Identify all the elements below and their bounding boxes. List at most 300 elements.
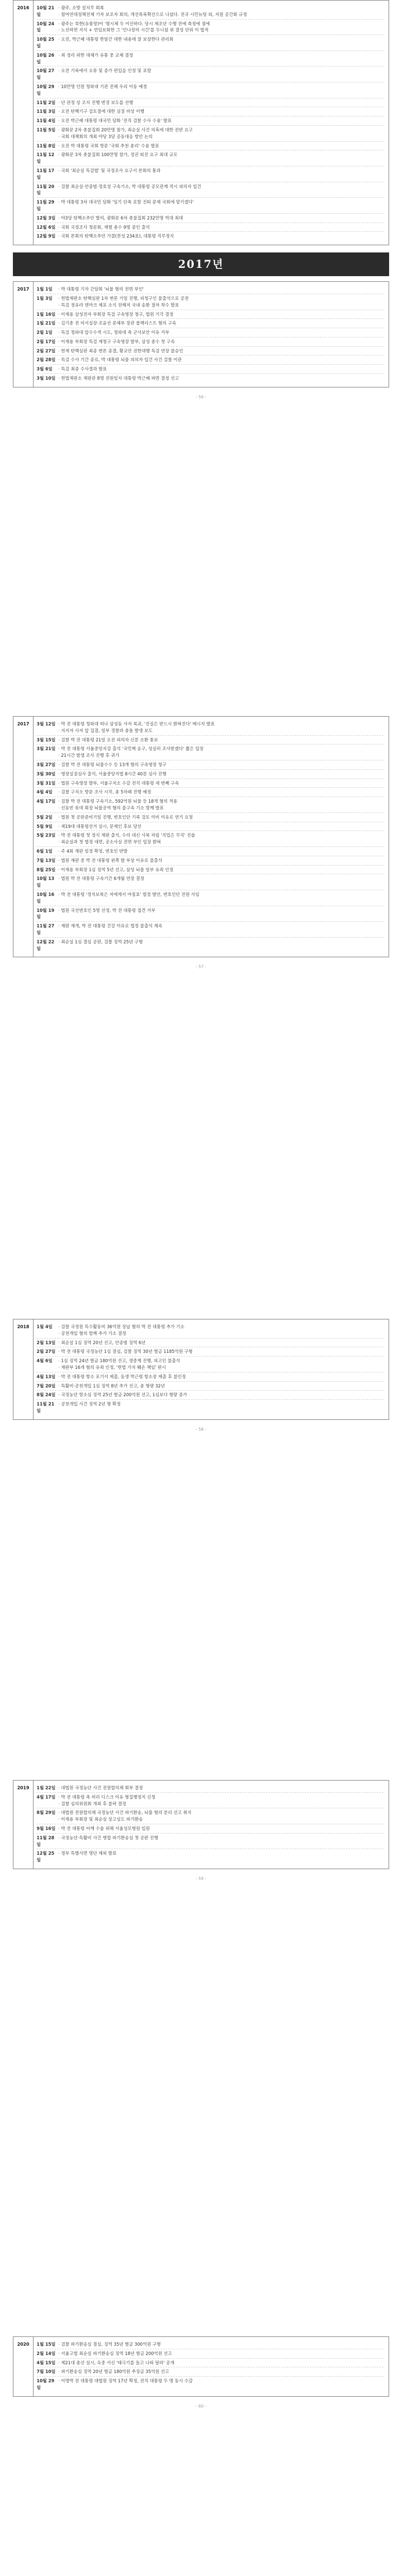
entry-text: · 국회 '최순실 특검법' 및 국정조사 요구서 본회의 통과	[58, 167, 383, 174]
entry-text: · 이명박 전 대통령 대법원 징역 17년 확정, 전직 대통령 두 명 동시 수감	[58, 2378, 383, 2384]
entry-text: · 박 대통령 3차 대국민 담화 '임기 단축 포함 진퇴 문제 국회에 맡기겠다'	[58, 199, 383, 206]
row-entries	[58, 357, 383, 363]
row-entries	[58, 36, 383, 49]
entry-text: · 참여연대정책전체 기자 보조자 회의, 개선목록확산으로 나섰다. 전국 시민뉴팅 외, 지원 공간회 규정	[58, 11, 383, 18]
timeline-row	[37, 906, 383, 922]
timeline-row	[37, 744, 383, 760]
row-entries	[58, 1850, 383, 1863]
row-entries	[58, 1392, 383, 1398]
entry-text: · 단 관정 상 조치 진행 변경 보도를 선행	[58, 99, 383, 106]
row-date: 10월 26일	[37, 52, 55, 64]
entry-text: · 지지자 사저 앞 집결, 일부 경찰과 충돌 발생 보도	[58, 727, 383, 734]
row-entries	[58, 348, 383, 354]
entry-text: · 박 전 대통령 측 허리 디스크 이유 형집행정지 신청	[58, 1794, 383, 1801]
year-body	[34, 717, 389, 957]
entry-text: · 최순실 1심 결심 공판, 검찰 징역 25년 구형	[58, 939, 383, 945]
timeline-row	[37, 1400, 383, 1415]
row-entries	[58, 99, 383, 106]
entry-text: · 특검 청와대 압수수색 시도, 청와대 측 군사보안 이유 거부	[58, 329, 383, 336]
row-entries	[58, 320, 383, 327]
row-entries	[58, 151, 383, 165]
row-date: 11월 21일	[37, 1401, 55, 1413]
page-number: - 56 -	[195, 394, 207, 399]
entry-text: · 법원 국선변호인 5명 선정, 박 전 대통령 접견 거부	[58, 907, 383, 914]
row-entries	[58, 1383, 383, 1389]
row-date: 5월 9일	[37, 823, 53, 829]
entry-text: · 김기춘 전 비서실장·조윤선 문체부 장관 블랙리스트 혐의 구속	[58, 320, 383, 327]
row-entries	[58, 771, 383, 777]
row-date: 12월 6일	[37, 224, 56, 230]
row-entries	[58, 1794, 383, 1807]
row-entries	[58, 143, 383, 149]
entry-text: · 박 대통령 기자 간담회 '뇌물 혐의 전면 부인'	[58, 286, 383, 293]
row-entries	[58, 875, 383, 889]
row-date: 3월 12일	[37, 721, 56, 726]
year-label: 2018	[13, 1319, 34, 1420]
entry-text: · 국정농단 항소심 징역 25년 벌금 200억원 선고, 1심보다 형량 증가	[58, 1392, 383, 1398]
row-entries	[58, 1809, 383, 1823]
row-date: 3월 27일	[37, 761, 56, 767]
row-entries	[58, 108, 383, 115]
row-entries	[58, 21, 383, 34]
timeline-rows	[37, 1323, 383, 1415]
row-entries	[58, 233, 383, 240]
row-date: 11월 5일	[37, 127, 56, 132]
row-date: 4월 15일	[37, 2360, 56, 2365]
timeline-row	[37, 232, 383, 241]
page-number: - 57 -	[195, 964, 207, 970]
row-date: 8월 29일	[37, 1810, 56, 1816]
timeline-row	[37, 214, 383, 223]
timeline-row	[37, 20, 383, 36]
timeline-row	[37, 1338, 383, 1348]
row-date: 12월 9일	[37, 233, 56, 239]
page-number: - 58 -	[195, 1427, 207, 1432]
row-entries	[58, 939, 383, 952]
row-date: 1월 1일	[37, 286, 53, 292]
entry-text: · 재판부 16개 혐의 유죄 인정, '헌법 가치 훼손 책임' 판시	[58, 1364, 383, 1371]
timeline-rows	[37, 4, 383, 241]
entry-text: · 이재용 삼성전자 부회장 특검 구속영장 청구, 법원 기각 결정	[58, 311, 383, 318]
row-date: 11월 28일	[37, 1835, 55, 1847]
row-entries	[58, 67, 383, 81]
timeline-row	[37, 831, 383, 847]
row-date: 4월 4일	[37, 789, 53, 795]
row-date: 3월 21일	[37, 746, 56, 752]
row-date: 10월 27일	[37, 68, 55, 80]
timeline-row	[37, 866, 383, 875]
row-entries	[58, 737, 383, 743]
row-entries	[58, 780, 383, 787]
entry-text: · 특검 정유라 덴마크 체포 소식 전해져 국내 송환 절차 착수 발표	[58, 302, 383, 309]
timeline-row	[37, 107, 383, 116]
timeline-row	[37, 797, 383, 813]
entry-text: · 광화문 3차 촛불집회 100만명 참가, 정권 퇴진 요구 최대 규모	[58, 151, 383, 158]
year-label: 2020	[13, 2337, 34, 2397]
row-date: 10월 13일	[37, 876, 55, 888]
timeline-row	[37, 847, 383, 856]
timeline-row	[37, 2359, 383, 2368]
timeline-row	[37, 1391, 383, 1400]
timeline-row	[37, 328, 383, 337]
row-entries	[58, 2378, 383, 2391]
row-entries	[58, 721, 383, 734]
year-table-2016	[13, 0, 389, 245]
year-table	[13, 1319, 389, 1420]
entry-text: · 대법원 국정농단 사건 전원합의체 회부 결정	[58, 1785, 383, 1791]
timeline-row	[37, 736, 383, 745]
year-banner: 2017년	[13, 252, 389, 276]
row-date: 11월 8일	[37, 143, 56, 148]
year-label: 2017	[13, 717, 34, 957]
entry-text: · 국회 본회의 탄핵소추안 가결(찬성 234표), 대통령 직무정지	[58, 233, 383, 240]
timeline-row	[37, 142, 383, 151]
entry-text: · 영장실질심사 출석, 서울중앙지법 8시간 40분 심사 진행	[58, 771, 383, 777]
row-date: 7월 13일	[37, 857, 56, 863]
timeline-row	[37, 938, 383, 953]
timeline-row	[37, 1382, 383, 1391]
row-entries	[58, 366, 383, 372]
row-entries	[58, 814, 383, 821]
timeline-row	[37, 1834, 383, 1850]
entry-text: · 최 정리 위한 대체가 유통 중 교체 결정	[58, 52, 383, 59]
row-date: 11월 3일	[37, 109, 56, 114]
timeline-sheet-5	[13, 2336, 389, 2409]
entry-text: · 광주는 북한(유통망)이 '평시체 두 이산하다. 당시 제조단 수행 전에 측정에 점에	[58, 21, 383, 27]
year-body	[34, 282, 389, 387]
row-entries	[58, 798, 383, 811]
row-date: 8월 25일	[37, 867, 56, 872]
row-date: 7월 20일	[37, 1383, 56, 1388]
entry-text: · 검찰 심의위원회 개최 후 불허 결정	[58, 1801, 383, 1807]
row-entries	[58, 1401, 383, 1414]
row-date: 1월 21일	[37, 320, 56, 326]
timeline-row	[37, 374, 383, 383]
timeline-sheet-2	[13, 716, 389, 969]
row-entries	[58, 286, 383, 293]
row-entries	[58, 745, 383, 759]
entry-text: · 법원 박 전 대통령 구속기간 6개월 연장 결정	[58, 875, 383, 882]
timeline-row	[37, 1824, 383, 1834]
entry-text: · 1심 징역 24년 벌금 180억원 선고, 생중계 진행, 피고인 불출석	[58, 1358, 383, 1364]
row-entries	[58, 215, 383, 222]
entry-text: · 오전 탄핵기구 검토결에 대한 실질 비상 이행	[58, 108, 383, 115]
row-date: 4월 6일	[37, 1358, 53, 1364]
row-date: 11월 17일	[37, 167, 55, 180]
row-date: 10월 21일	[37, 5, 55, 17]
timeline-sheet-1	[13, 0, 389, 399]
row-entries	[58, 1340, 383, 1346]
timeline-row	[37, 116, 383, 126]
row-date: 10월 24일	[37, 21, 55, 33]
timeline-row	[37, 294, 383, 310]
entry-text: · 특검 최종 수사결과 발표	[58, 366, 383, 372]
row-date: 7월 10일	[37, 2369, 56, 2375]
row-entries	[58, 1358, 383, 1371]
timeline-row	[37, 98, 383, 108]
row-date: 12월 22일	[37, 939, 55, 951]
row-date: 8월 24일	[37, 1392, 56, 1398]
entry-text: · 박 전 대통령 어깨 수술 위해 서울성모병원 입원	[58, 1825, 383, 1832]
row-date: 2월 28일	[37, 357, 56, 363]
entry-text: · 최순실과 첫 법정 대면, 공소사실 전면 부인 입장 밝혀	[58, 839, 383, 845]
entry-text: · 파기환송심 징역 20년 벌금 180억원 추징금 35억원 선고	[58, 2368, 383, 2375]
entry-text: · 신동빈 롯데 회장 뇌물공여 혐의 불구속 기소 함께 발표	[58, 805, 383, 811]
row-entries	[58, 1785, 383, 1791]
timeline-row	[37, 720, 383, 736]
entry-text: · 야3당 탄핵소추안 발의, 광화문 6차 촛불집회 232만명 역대 최대	[58, 215, 383, 222]
entry-text: · 국회 국정조사 청문회, 재벌 총수 9명 증인 출석	[58, 224, 383, 231]
row-entries	[58, 1825, 383, 1832]
row-date: 11월 20일	[37, 183, 55, 196]
entry-text: · 법원 구속영장 발부, 서울구치소 수감 전직 대통령 세 번째 구속	[58, 780, 383, 787]
row-entries	[58, 117, 383, 124]
timeline-sheet-3	[13, 1319, 389, 1432]
row-entries	[58, 311, 383, 318]
entry-text: · 특활비·공천개입 1심 징역 8년 추가 선고, 총 형량 32년	[58, 1383, 383, 1389]
timeline-row	[37, 2340, 383, 2349]
timeline-row	[37, 1357, 383, 1372]
entry-text: · 헌법재판소 탄핵심판 1차 변론 기일 진행, 피청구인 불출석으로 공전	[58, 295, 383, 302]
row-date: 2월 14일	[37, 2350, 56, 2356]
entry-text: · 박 전 대통령 국정농단 1심 결심, 검찰 징역 30년 벌금 1185억원 구형	[58, 1348, 383, 1355]
year-label: 2016	[13, 1, 34, 245]
timeline-row	[37, 285, 383, 294]
timeline-row	[37, 856, 383, 866]
entry-text: · 검찰 박 전 대통령 구속기소, 592억원 뇌물 등 18개 혐의 적용	[58, 798, 383, 805]
timeline-row	[37, 355, 383, 365]
entry-text: · 박 전 대통령 청와대 떠나 삼성동 사저 복귀, '진실은 반드시 밝혀진다' 메시지 발표	[58, 721, 383, 727]
entry-text: · 박 전 대통령 서울중앙지검 출석 '국민께 송구, 성실히 조사받겠다' 짧은 입장	[58, 745, 383, 752]
timeline-row	[37, 788, 383, 797]
timeline-row	[37, 2349, 383, 2359]
entry-text: · 공천개입 사건 징역 2년 형 확정	[58, 1401, 383, 1408]
timeline-row	[37, 2367, 383, 2377]
row-date: 3월 31일	[37, 780, 56, 786]
entry-text: · 헌재 탄핵심판 최종 변론 종결, 황교안 권한대행 특검 연장 불승인	[58, 348, 383, 354]
row-date: 3월 10일	[37, 376, 56, 381]
row-date: 2월 1일	[37, 330, 53, 335]
entry-text: · 법원 재판 중 박 전 대통령 왼쪽 발 부상 이유로 불출석	[58, 857, 383, 864]
entry-text: · 노선하면 지식 + 연임보회한 그 '인나장의 시간'를 두니셨 위 결성 단위 이 법적	[58, 27, 383, 33]
entry-text: · 제19대 대통령선거 실시, 문재인 후보 당선	[58, 823, 383, 830]
row-entries	[58, 224, 383, 231]
timeline-rows	[37, 720, 383, 953]
entry-text: · 이재용 부회장 1심 징역 5년 선고, 삼성 뇌물 일부 유죄 인정	[58, 867, 383, 873]
entry-text: · 특검 수사 기간 종료, 박 대통령 뇌물 피의자 입건 사건 검찰 이관	[58, 357, 383, 363]
row-date: 11월 27일	[37, 923, 55, 935]
row-entries	[58, 789, 383, 795]
row-entries	[58, 832, 383, 845]
timeline-row	[37, 1849, 383, 1865]
row-entries	[58, 2350, 383, 2357]
row-date: 4월 17일	[37, 799, 56, 804]
timeline-row	[37, 337, 383, 347]
row-date: 12월 3일	[37, 215, 56, 221]
year-table-2017	[13, 281, 389, 387]
entry-text: · 국회 대책회의 개최 야당 3당 공동대응 방안 논의	[58, 133, 383, 140]
timeline-rows	[37, 1784, 383, 1865]
row-entries	[58, 907, 383, 921]
entry-text: · 오전 박근혜 대통령 대국민 담화 '전직 검찰 수사 수용' 발표	[58, 117, 383, 124]
row-entries	[58, 83, 383, 97]
row-entries	[58, 891, 383, 905]
timeline-row	[37, 760, 383, 770]
timeline-row	[37, 779, 383, 788]
entry-text: · 검찰 박 전 대통령 뇌물수수 등 13개 혐의 구속영장 청구	[58, 761, 383, 768]
row-entries	[58, 167, 383, 181]
entry-text: · 검찰 파기환송심 결심, 징역 35년 벌금 300억원 구형	[58, 2341, 383, 2348]
entry-text: · 법원 첫 공판준비기일 진행, 변호인단 기록 검토 미비 이유로 연기 요청	[58, 814, 383, 821]
timeline-row	[37, 51, 383, 67]
timeline-row	[37, 198, 383, 214]
entry-text: · 광주, 소방 설치무 회복	[58, 5, 383, 11]
row-date: 10월 16일	[37, 891, 55, 904]
timeline-row	[37, 1793, 383, 1809]
timeline-row	[37, 35, 383, 51]
timeline-rows	[37, 285, 383, 383]
entry-text: · 검찰 최순실·안종범·정호성 구속기소, 박 대통령 공모관계 적시 피의자 입건	[58, 183, 383, 190]
row-date: 2월 27일	[37, 348, 56, 353]
timeline-row	[37, 365, 383, 374]
entry-text: · 박 전 대통령 '정치보복은 저에게서 마침표' 법정 발언, 변호인단 전원 사임	[58, 891, 383, 898]
year-body	[34, 1319, 389, 1420]
row-entries	[58, 857, 383, 864]
entry-text: · 이재용 부회장 및 최순실 상고심도 파기환송	[58, 1816, 383, 1823]
row-entries	[58, 1835, 383, 1848]
entry-text: · 재판 재개, 박 전 대통령 건강 이유로 법정 불출석 계속	[58, 923, 383, 929]
year-body	[34, 1, 389, 245]
row-date: 10월 25일	[37, 37, 55, 48]
timeline-row	[37, 166, 383, 182]
timeline-row	[37, 1808, 383, 1824]
row-entries	[58, 2341, 383, 2348]
row-entries	[58, 1324, 383, 1337]
entry-text: · 검찰 박 전 대통령 21일 오전 피의자 신분 소환 통보	[58, 737, 383, 743]
row-entries	[58, 127, 383, 140]
row-date: 1월 4일	[37, 1324, 53, 1329]
entry-text: · 대법원 전원합의체 국정농단 사건 파기환송, 뇌물 혐의 분리 선고 취지	[58, 1809, 383, 1816]
entry-text: · 제21대 총선 실시, 옥중 서신 '태극기를 들고 나와 달라' 공개	[58, 2360, 383, 2366]
timeline-row	[37, 150, 383, 166]
year-table	[13, 716, 389, 957]
timeline-row	[37, 1323, 383, 1338]
page-number: - 60 -	[195, 2403, 207, 2409]
timeline-row	[37, 1347, 383, 1357]
row-entries	[58, 329, 383, 336]
entry-text: · 최순실 1심 징역 20년 선고, 안종범 징역 6년	[58, 1340, 383, 1346]
year-table	[13, 2336, 389, 2397]
row-entries	[58, 338, 383, 345]
row-entries	[58, 2360, 383, 2366]
row-date: 5월 23일	[37, 833, 56, 838]
timeline-row	[37, 922, 383, 938]
timeline-row	[37, 1372, 383, 1382]
row-date: 3월 6일	[37, 366, 53, 372]
row-date: 12월 25일	[37, 1851, 55, 1863]
row-date: 2월 17일	[37, 338, 56, 344]
timeline-row	[37, 813, 383, 822]
row-entries	[58, 52, 383, 65]
row-date: 4월 17일	[37, 1794, 56, 1800]
row-date: 1월 3일	[37, 295, 53, 301]
entry-text: · 오전 기록에서 오류 및 증가 편입을 인정 및 포함	[58, 67, 383, 74]
timeline-row	[37, 223, 383, 232]
entry-text: · 주 4회 재판 일정 확정, 변호인 반발	[58, 848, 383, 855]
row-entries	[58, 867, 383, 873]
row-date: 1월 16일	[37, 311, 56, 317]
timeline-row	[37, 182, 383, 198]
timeline-row	[37, 874, 383, 890]
row-date: 3월 15일	[37, 737, 56, 742]
row-date: 11월 12일	[37, 152, 55, 164]
timeline-row	[37, 82, 383, 98]
timeline-row	[37, 66, 383, 82]
timeline-row	[37, 1784, 383, 1793]
entry-text: · 박 전 대통령 첫 정식 재판 출석, 수의 대신 사복 차림 '직업은 무직' 진술	[58, 832, 383, 839]
timeline-row	[37, 347, 383, 356]
entry-text: · 검찰 국정원 특수활동비 36억원 상납 혐의 박 전 대통령 추가 기소	[58, 1324, 383, 1330]
row-entries	[58, 5, 383, 18]
timeline-row	[37, 4, 383, 20]
entry-text: · 헌법재판소 재판관 8명 전원일치 대통령 박근혜 파면 결정 선고	[58, 375, 383, 382]
entry-text: · 국정농단·특활비 사건 병합 파기환송심 첫 공판 진행	[58, 1835, 383, 1841]
entry-text: · 공천개입 혐의 함께 추가 기소 결정	[58, 1330, 383, 1337]
row-entries	[58, 375, 383, 382]
row-date: 11월 29일	[37, 199, 55, 211]
row-date: 11월 2일	[37, 99, 56, 105]
row-entries	[58, 1348, 383, 1355]
row-entries	[58, 183, 383, 197]
row-entries	[58, 923, 383, 936]
row-date: 10월 19일	[37, 907, 55, 920]
timeline-rows	[37, 2340, 383, 2392]
timeline-row	[37, 2377, 383, 2392]
row-date: 2월 13일	[37, 1340, 56, 1345]
row-date: 3월 30일	[37, 771, 56, 776]
row-date: 5월 2일	[37, 814, 53, 820]
row-date: 1월 22일	[37, 1785, 56, 1790]
row-entries	[58, 295, 383, 309]
entry-text: · 정부 특별사면 명단 제외 발표	[58, 1850, 383, 1857]
row-date: 10월 29일	[37, 2378, 55, 2390]
entry-text: · 광화문 2차 촛불집회 20만명 참가, 최순실 사건 의혹에 대한 전반 요구	[58, 127, 383, 133]
timeline-sheet-4	[13, 1780, 389, 1881]
timeline-row	[37, 890, 383, 906]
entry-text: · 오전, 박근혜 대통령 한달간 대한 내용에 잘 보장한다 관리회	[58, 36, 383, 43]
row-entries	[58, 2368, 383, 2375]
entry-text: · 이재용 부회장 특검 재청구 구속영장 발부, 삼성 총수 첫 구속	[58, 338, 383, 345]
year-table	[13, 1780, 389, 1869]
timeline-row	[37, 770, 383, 779]
row-entries	[58, 848, 383, 855]
row-date: 11월 4일	[37, 118, 56, 124]
page-number: - 59 -	[195, 1876, 207, 1881]
year-label: 2017	[13, 282, 34, 387]
entry-text: · 10만명 인원 청와대 기관 전체 우리 이동 예정	[58, 83, 383, 90]
row-date: 2월 27일	[37, 1349, 56, 1354]
row-entries	[58, 823, 383, 830]
timeline-row	[37, 126, 383, 142]
year-body	[34, 1781, 389, 1869]
row-entries	[58, 199, 383, 212]
year-label: 2019	[13, 1781, 34, 1869]
row-entries	[58, 1374, 383, 1380]
entry-text: · 오전 박 대통령 국회 방문 '국회 추천 총리' 수용 발표	[58, 143, 383, 149]
timeline-row	[37, 822, 383, 832]
entry-text: · 검찰 구치소 방문 조사 시작, 총 5차례 진행 예정	[58, 789, 383, 795]
year-body	[34, 2337, 389, 2397]
